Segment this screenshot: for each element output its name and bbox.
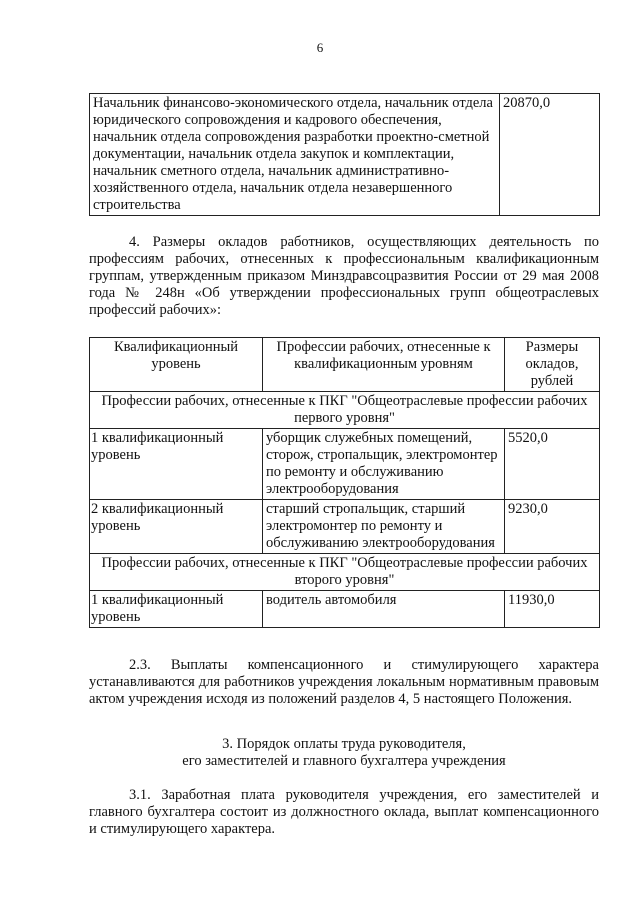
salary-cell: 5520,0 xyxy=(505,429,600,500)
professions-cell: уборщик служебных помещений, сторож, стропальщик, электромонтер по ремонту и обслуживанию электрооборудования xyxy=(263,429,505,500)
professions-cell: водитель автомобиля xyxy=(263,591,505,628)
group-1-title: Профессии рабочих, отнесенные к ПКГ "Общеотраслевые профессии рабочих первого уровня" xyxy=(90,392,600,429)
salary-cell: 11930,0 xyxy=(505,591,600,628)
header-professions: Профессии рабочих, отнесенные к квалификационным уровням xyxy=(263,338,505,392)
header-level: Квалификационный уровень xyxy=(90,338,263,392)
section-3-heading-line-1: 3. Порядок оплаты труда руководителя, xyxy=(222,736,466,752)
professions-cell: старший стропальщик, старший электромонтер по ремонту и обслуживанию электрооборудования xyxy=(263,500,505,554)
section-3-heading xyxy=(89,736,599,770)
table-row xyxy=(90,94,600,216)
table-row xyxy=(90,591,600,628)
level-cell: 1 квалификационный уровень xyxy=(90,591,263,628)
table-row xyxy=(90,429,600,500)
level-cell: 1 квалификационный уровень xyxy=(90,429,263,500)
table-row xyxy=(90,500,600,554)
level-cell: 2 квалификационный уровень xyxy=(90,500,263,554)
paragraph-2-3: 2.3. Выплаты компенсационного и стимулирующего характера устанавливаются для работников учреждения локальным нормативным правовым актом учреждения исходя из положений разделов 4, 5 настоящего Положения. xyxy=(89,657,599,707)
group-row xyxy=(90,554,600,591)
salary-cell: 20870,0 xyxy=(500,94,600,216)
position-cell: Начальник финансово-экономического отдела, начальник отдела юридического сопровождения и кадрового обеспечения, начальник отдела сопровождения разработки проектно-сметной документации, начальник отдела закупок и комплектации, начальник сметного отдела, начальник административно-хозяйственного отдела, начальник отдела незавершенного строительства xyxy=(90,94,500,216)
section-4-paragraph: 4. Размеры окладов работников, осуществляющих деятельность по профессиям рабочих, отнесенных к профессиональным квалификационным группам, утвержденным приказом Минздравсоцразвития России от 29 мая 2008 года № 248н «Об утверждении профессиональных групп общеотраслевых профессий рабочих»: xyxy=(89,234,599,318)
salary-table-workers xyxy=(89,337,600,628)
salary-cell: 9230,0 xyxy=(505,500,600,554)
salary-table-managers xyxy=(89,93,600,216)
table-header-row xyxy=(90,338,600,392)
header-salary: Размеры окладов, рублей xyxy=(505,338,600,392)
page-number: 6 xyxy=(316,40,324,55)
section-3-heading-line-2: его заместителей и главного бухгалтера учреждения xyxy=(182,753,506,769)
group-row xyxy=(90,392,600,429)
paragraph-3-1: 3.1. Заработная плата руководителя учреждения, его заместителей и главного бухгалтера состоит из должностного оклада, выплат компенсационного и стимулирующего характера. xyxy=(89,787,599,837)
group-2-title: Профессии рабочих, отнесенные к ПКГ "Общеотраслевые профессии рабочих второго уровня" xyxy=(90,554,600,591)
